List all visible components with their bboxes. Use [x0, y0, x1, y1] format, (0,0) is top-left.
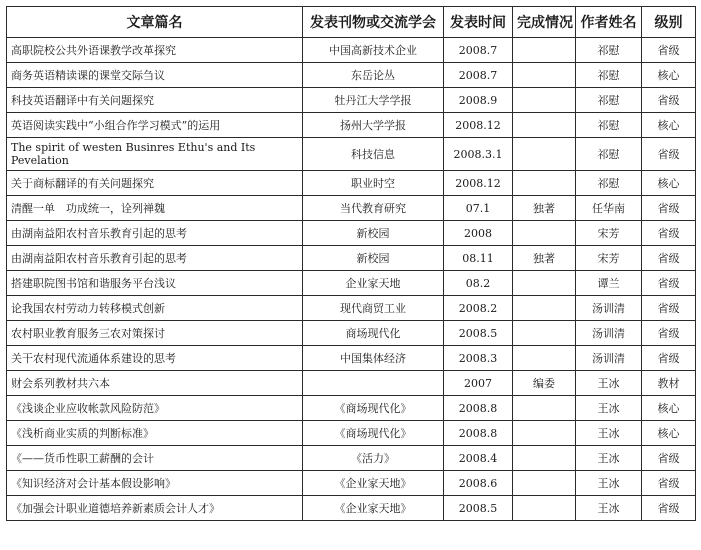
cell-date: 2008.9 — [444, 88, 513, 113]
cell-title: 由湖南益阳农村音乐教育引起的思考 — [7, 246, 303, 271]
cell-level: 省级 — [642, 296, 696, 321]
cell-status — [513, 63, 576, 88]
cell-status — [513, 88, 576, 113]
cell-author: 祁慰 — [576, 38, 642, 63]
cell-status — [513, 171, 576, 196]
cell-date: 2008.4 — [444, 446, 513, 471]
cell-status: 独著 — [513, 196, 576, 221]
cell-publication: 职业时空 — [303, 171, 444, 196]
cell-level: 省级 — [642, 196, 696, 221]
cell-author: 祁慰 — [576, 63, 642, 88]
header-author: 作者姓名 — [576, 7, 642, 38]
table-row — [7, 271, 696, 296]
cell-publication: 现代商贸工业 — [303, 296, 444, 321]
cell-level: 省级 — [642, 138, 696, 171]
cell-publication: 企业家天地 — [303, 271, 444, 296]
cell-status — [513, 138, 576, 171]
cell-date: 2007 — [444, 371, 513, 396]
cell-author: 宋芳 — [576, 221, 642, 246]
table-row — [7, 38, 696, 63]
cell-status — [513, 38, 576, 63]
cell-date: 2008.7 — [444, 38, 513, 63]
cell-level: 核心 — [642, 171, 696, 196]
cell-level: 省级 — [642, 221, 696, 246]
cell-title: 清醒一单 功成统一，诠列禅魏 — [7, 196, 303, 221]
cell-level: 核心 — [642, 396, 696, 421]
cell-title: 搭建职院图书馆和谐服务平台浅议 — [7, 271, 303, 296]
cell-level: 核心 — [642, 421, 696, 446]
cell-title: 商务英语精读课的课堂交际刍议 — [7, 63, 303, 88]
table-row — [7, 246, 696, 271]
cell-date: 2008.7 — [444, 63, 513, 88]
table-row — [7, 421, 696, 446]
cell-author: 王冰 — [576, 421, 642, 446]
table-row — [7, 296, 696, 321]
cell-date: 2008.12 — [444, 113, 513, 138]
cell-publication: 《活力》 — [303, 446, 444, 471]
table-row — [7, 138, 696, 171]
cell-status — [513, 496, 576, 521]
cell-title: 《知识经济对会计基本假设影响》 — [7, 471, 303, 496]
cell-author: 任华南 — [576, 196, 642, 221]
table-row — [7, 471, 696, 496]
cell-title: 由湖南益阳农村音乐教育引起的思考 — [7, 221, 303, 246]
cell-level: 省级 — [642, 246, 696, 271]
header-row — [7, 7, 696, 38]
table-row — [7, 221, 696, 246]
cell-title: 高职院校公共外语课教学改革探究 — [7, 38, 303, 63]
cell-date: 2008.6 — [444, 471, 513, 496]
cell-author: 宋芳 — [576, 246, 642, 271]
cell-status: 编委 — [513, 371, 576, 396]
cell-level: 省级 — [642, 446, 696, 471]
header-date: 发表时间 — [444, 7, 513, 38]
cell-publication: 《商场现代化》 — [303, 396, 444, 421]
cell-author: 王冰 — [576, 371, 642, 396]
cell-date: 2008.2 — [444, 296, 513, 321]
table-row — [7, 396, 696, 421]
cell-status — [513, 471, 576, 496]
cell-status: 独著 — [513, 246, 576, 271]
cell-author: 谭兰 — [576, 271, 642, 296]
cell-date: 2008.8 — [444, 396, 513, 421]
cell-status — [513, 221, 576, 246]
publication-table — [6, 6, 696, 521]
cell-title: 《浅谈企业应收帐款风险防范》 — [7, 396, 303, 421]
cell-date: 08.11 — [444, 246, 513, 271]
table-row — [7, 321, 696, 346]
cell-title: 《浅析商业实质的判断标准》 — [7, 421, 303, 446]
table-row — [7, 88, 696, 113]
table-row — [7, 113, 696, 138]
cell-publication: 新校园 — [303, 221, 444, 246]
cell-publication: 新校园 — [303, 246, 444, 271]
cell-date: 2008.3.1 — [444, 138, 513, 171]
cell-title: 《——货币性职工薪酬的会计 — [7, 446, 303, 471]
header-publication: 发表刊物或交流学会 — [303, 7, 444, 38]
cell-status — [513, 271, 576, 296]
cell-level: 核心 — [642, 113, 696, 138]
cell-status — [513, 321, 576, 346]
cell-title: 论我国农村劳动力转移模式创新 — [7, 296, 303, 321]
cell-title: The spirit of westen Businres Ethu's and Its Pevelation — [7, 138, 303, 171]
cell-publication: 中国高新技术企业 — [303, 38, 444, 63]
cell-publication: 商场现代化 — [303, 321, 444, 346]
cell-date: 2008.5 — [444, 496, 513, 521]
cell-author: 汤训清 — [576, 296, 642, 321]
cell-author: 祁慰 — [576, 88, 642, 113]
cell-publication: 当代教育研究 — [303, 196, 444, 221]
cell-publication: 扬州大学学报 — [303, 113, 444, 138]
cell-level: 省级 — [642, 38, 696, 63]
cell-level: 省级 — [642, 271, 696, 296]
cell-level: 核心 — [642, 63, 696, 88]
cell-status — [513, 346, 576, 371]
cell-date: 2008.5 — [444, 321, 513, 346]
cell-title: 《加强会计职业道德培养新素质会计人才》 — [7, 496, 303, 521]
header-title: 文章篇名 — [7, 7, 303, 38]
cell-title: 关于商标翻译的有关问题探究 — [7, 171, 303, 196]
cell-publication: 东岳论丛 — [303, 63, 444, 88]
cell-status — [513, 113, 576, 138]
cell-date: 08.2 — [444, 271, 513, 296]
header-level: 级别 — [642, 7, 696, 38]
cell-author: 王冰 — [576, 446, 642, 471]
cell-date: 2008 — [444, 221, 513, 246]
cell-author: 祁慰 — [576, 138, 642, 171]
cell-date: 2008.3 — [444, 346, 513, 371]
cell-publication: 《商场现代化》 — [303, 421, 444, 446]
cell-author: 汤训清 — [576, 321, 642, 346]
cell-level: 省级 — [642, 346, 696, 371]
cell-author: 祁慰 — [576, 113, 642, 138]
cell-status — [513, 421, 576, 446]
table-row — [7, 171, 696, 196]
cell-publication: 《企业家天地》 — [303, 471, 444, 496]
cell-publication: 《企业家天地》 — [303, 496, 444, 521]
cell-level: 省级 — [642, 471, 696, 496]
table-row — [7, 446, 696, 471]
cell-status — [513, 446, 576, 471]
table-body — [7, 38, 696, 521]
cell-level: 教材 — [642, 371, 696, 396]
cell-status — [513, 396, 576, 421]
cell-title: 英语阅读实践中“小组合作学习模式”的运用 — [7, 113, 303, 138]
table-row — [7, 496, 696, 521]
cell-date: 2008.12 — [444, 171, 513, 196]
table-row — [7, 346, 696, 371]
cell-author: 王冰 — [576, 471, 642, 496]
cell-title: 农村职业教育服务三农对策探讨 — [7, 321, 303, 346]
cell-author: 王冰 — [576, 496, 642, 521]
cell-publication: 科技信息 — [303, 138, 444, 171]
header-status: 完成情况 — [513, 7, 576, 38]
cell-author: 祁慰 — [576, 171, 642, 196]
cell-level: 省级 — [642, 321, 696, 346]
cell-title: 关干农村现代流通体系建设的思考 — [7, 346, 303, 371]
table-row — [7, 63, 696, 88]
table-row — [7, 371, 696, 396]
cell-author: 汤训清 — [576, 346, 642, 371]
cell-title: 科技英语翻译中有关问题探究 — [7, 88, 303, 113]
table-row — [7, 196, 696, 221]
cell-status — [513, 296, 576, 321]
publication-list-sheet — [6, 6, 695, 521]
cell-level: 省级 — [642, 496, 696, 521]
cell-level: 省级 — [642, 88, 696, 113]
cell-publication: 中国集体经济 — [303, 346, 444, 371]
cell-publication: 牡丹江大学学报 — [303, 88, 444, 113]
cell-publication — [303, 371, 444, 396]
cell-title: 财会系列教材共六本 — [7, 371, 303, 396]
cell-author: 王冰 — [576, 396, 642, 421]
cell-date: 07.1 — [444, 196, 513, 221]
cell-date: 2008.8 — [444, 421, 513, 446]
